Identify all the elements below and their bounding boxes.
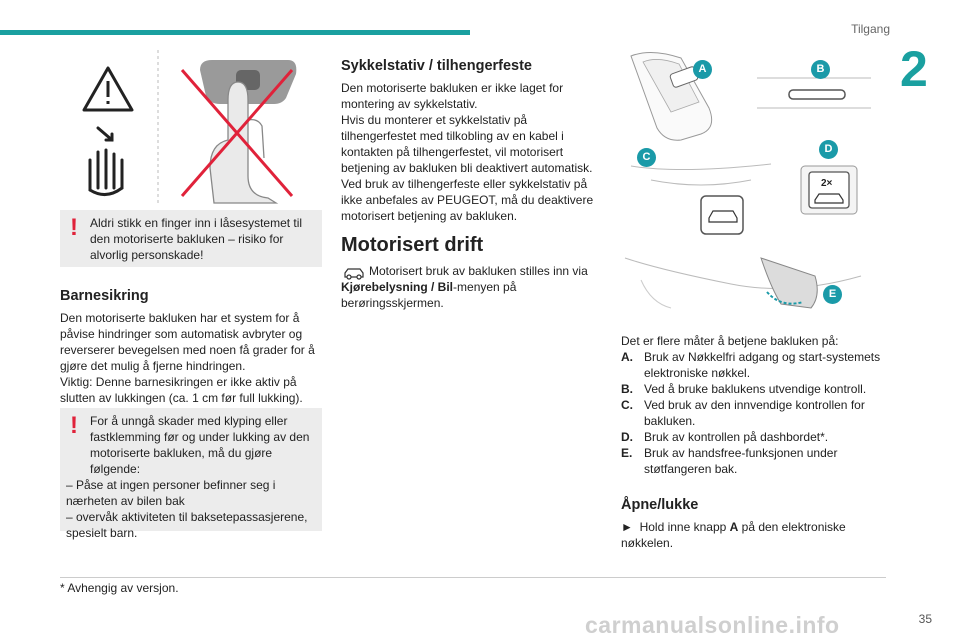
sykkel-paragraph-1: Den motoriserte bakluken er ikke laget for montering av sykkelstativ.	[341, 81, 564, 111]
sykkel-paragraph-2: Hvis du monterer et sykkelstativ på tilhengerfestet med tilkobling av en kabel i kontakten på tilhengerfestet, vil motorisert betjening av bakluken bli deaktivert automatisk.	[341, 113, 593, 175]
operation-list-item	[621, 381, 883, 397]
operation-item-label: C.	[621, 398, 633, 412]
car-settings-icon	[343, 266, 365, 285]
motor-text-pre: Motorisert bruk av bakluken stilles inn via	[369, 264, 588, 278]
open-instruction	[621, 519, 883, 551]
operation-item-text: Bruk av kontrollen på dashbordet*.	[644, 430, 829, 444]
interior-button-illustration	[631, 164, 771, 234]
open-key-label: A	[729, 520, 739, 534]
operation-list	[621, 349, 883, 477]
operation-item-label: E.	[621, 446, 633, 460]
watermark: carmanualsonline.info	[585, 612, 840, 638]
operation-intro: Det er flere måter å betjene bakluken på:	[621, 334, 839, 348]
warning-box-child	[60, 408, 322, 540]
screen-label: 2×	[821, 178, 833, 189]
operation-item-text: Ved bruk av den innvendige kontrollen for bakluken.	[644, 398, 865, 428]
chapter-number: 2	[900, 41, 928, 97]
section-title: Tilgang	[851, 22, 890, 36]
motor-text-post: -menyen på berøringsskjermen.	[341, 280, 517, 310]
dashboard-button-illustration	[801, 166, 857, 214]
operation-list-item	[621, 429, 883, 445]
open-text-pre: Hold inne knapp	[639, 520, 730, 534]
heading-apne-lukke: Åpne/lukke	[621, 497, 699, 513]
operation-item-label: D.	[621, 430, 633, 444]
motor-paragraph	[341, 263, 603, 311]
warning-exclamation-icon: !	[70, 412, 78, 439]
exterior-handle-illustration	[757, 78, 871, 108]
operation-item-text: Bruk av Nøkkelfri adgang og start-systemets elektroniske nøkkel.	[644, 350, 881, 380]
operation-illustrations	[621, 48, 883, 318]
motor-menu-path: Kjørebelysning / Bil	[341, 280, 454, 294]
tailgate-lock-photo	[170, 48, 300, 203]
header-accent-bar	[0, 30, 470, 35]
arrow-icon: ►	[621, 520, 633, 534]
marker-d: D	[819, 140, 838, 159]
operation-item-text: Bruk av handsfree-funksjonen under støtfangeren bak.	[644, 446, 838, 476]
operation-item-label: B.	[621, 382, 633, 396]
barnesikring-paragraph-1: Den motoriserte bakluken har et system for å påvise hindringer som automatisk avbryter og reverserer bevegelsen med noen få grader for å gjøre det mulig å fjerne hindringen.	[60, 311, 315, 373]
heading-barnesikring: Barnesikring	[60, 288, 149, 304]
warning-text: For å unngå skader med klyping eller fastklemming før og under lukking av den motoriserte bakluken, må du gjøre følgende:	[90, 414, 310, 476]
operation-item-label: A.	[621, 350, 633, 364]
warning-triangle-icon	[84, 68, 132, 110]
operation-item-text: Ved å bruke baklukens utvendige kontroll.	[644, 382, 867, 396]
warning-bullet-2: – overvåk aktiviteten til baksetepassasjerene, spesielt barn.	[66, 510, 308, 540]
sykkel-paragraph-3: Ved bruk av tilhengerfeste eller sykkelstativ på ikke anbefales av PEUGEOT, må du deaktivere motorisert betjening av bakluken.	[341, 177, 594, 223]
operation-list-item	[621, 445, 883, 477]
operation-list-item	[621, 397, 883, 429]
warning-box-finger	[60, 210, 322, 267]
barnesikring-paragraph-2: Viktig: Denne barnesikringen er ikke aktiv på slutten av lukkingen (ca. 1 cm før full lukking).	[60, 375, 303, 405]
operation-list-item	[621, 349, 883, 381]
footer-divider	[60, 577, 886, 578]
footnote: * Avhengig av versjon.	[60, 581, 179, 595]
warning-illustration	[60, 48, 322, 206]
warning-bullet-1: – Påse at ingen personer befinner seg i nærheten av bilen bak	[66, 478, 276, 508]
marker-c: C	[637, 148, 656, 167]
heading-motorisert-drift: Motorisert drift	[341, 234, 484, 256]
open-text-post: på den elektroniske nøkkelen.	[621, 520, 846, 550]
hand-press-icon	[90, 128, 122, 195]
marker-a: A	[693, 60, 712, 79]
marker-e: E	[823, 285, 842, 304]
marker-b: B	[811, 60, 830, 79]
heading-sykkelstativ: Sykkelstativ / tilhengerfeste	[341, 58, 532, 74]
page-number: 35	[918, 612, 932, 626]
warning-exclamation-icon: !	[70, 214, 78, 241]
warning-text: Aldri stikk en finger inn i låsesystemet til den motoriserte bakluken – risiko for alvorlig personskade!	[90, 216, 303, 262]
